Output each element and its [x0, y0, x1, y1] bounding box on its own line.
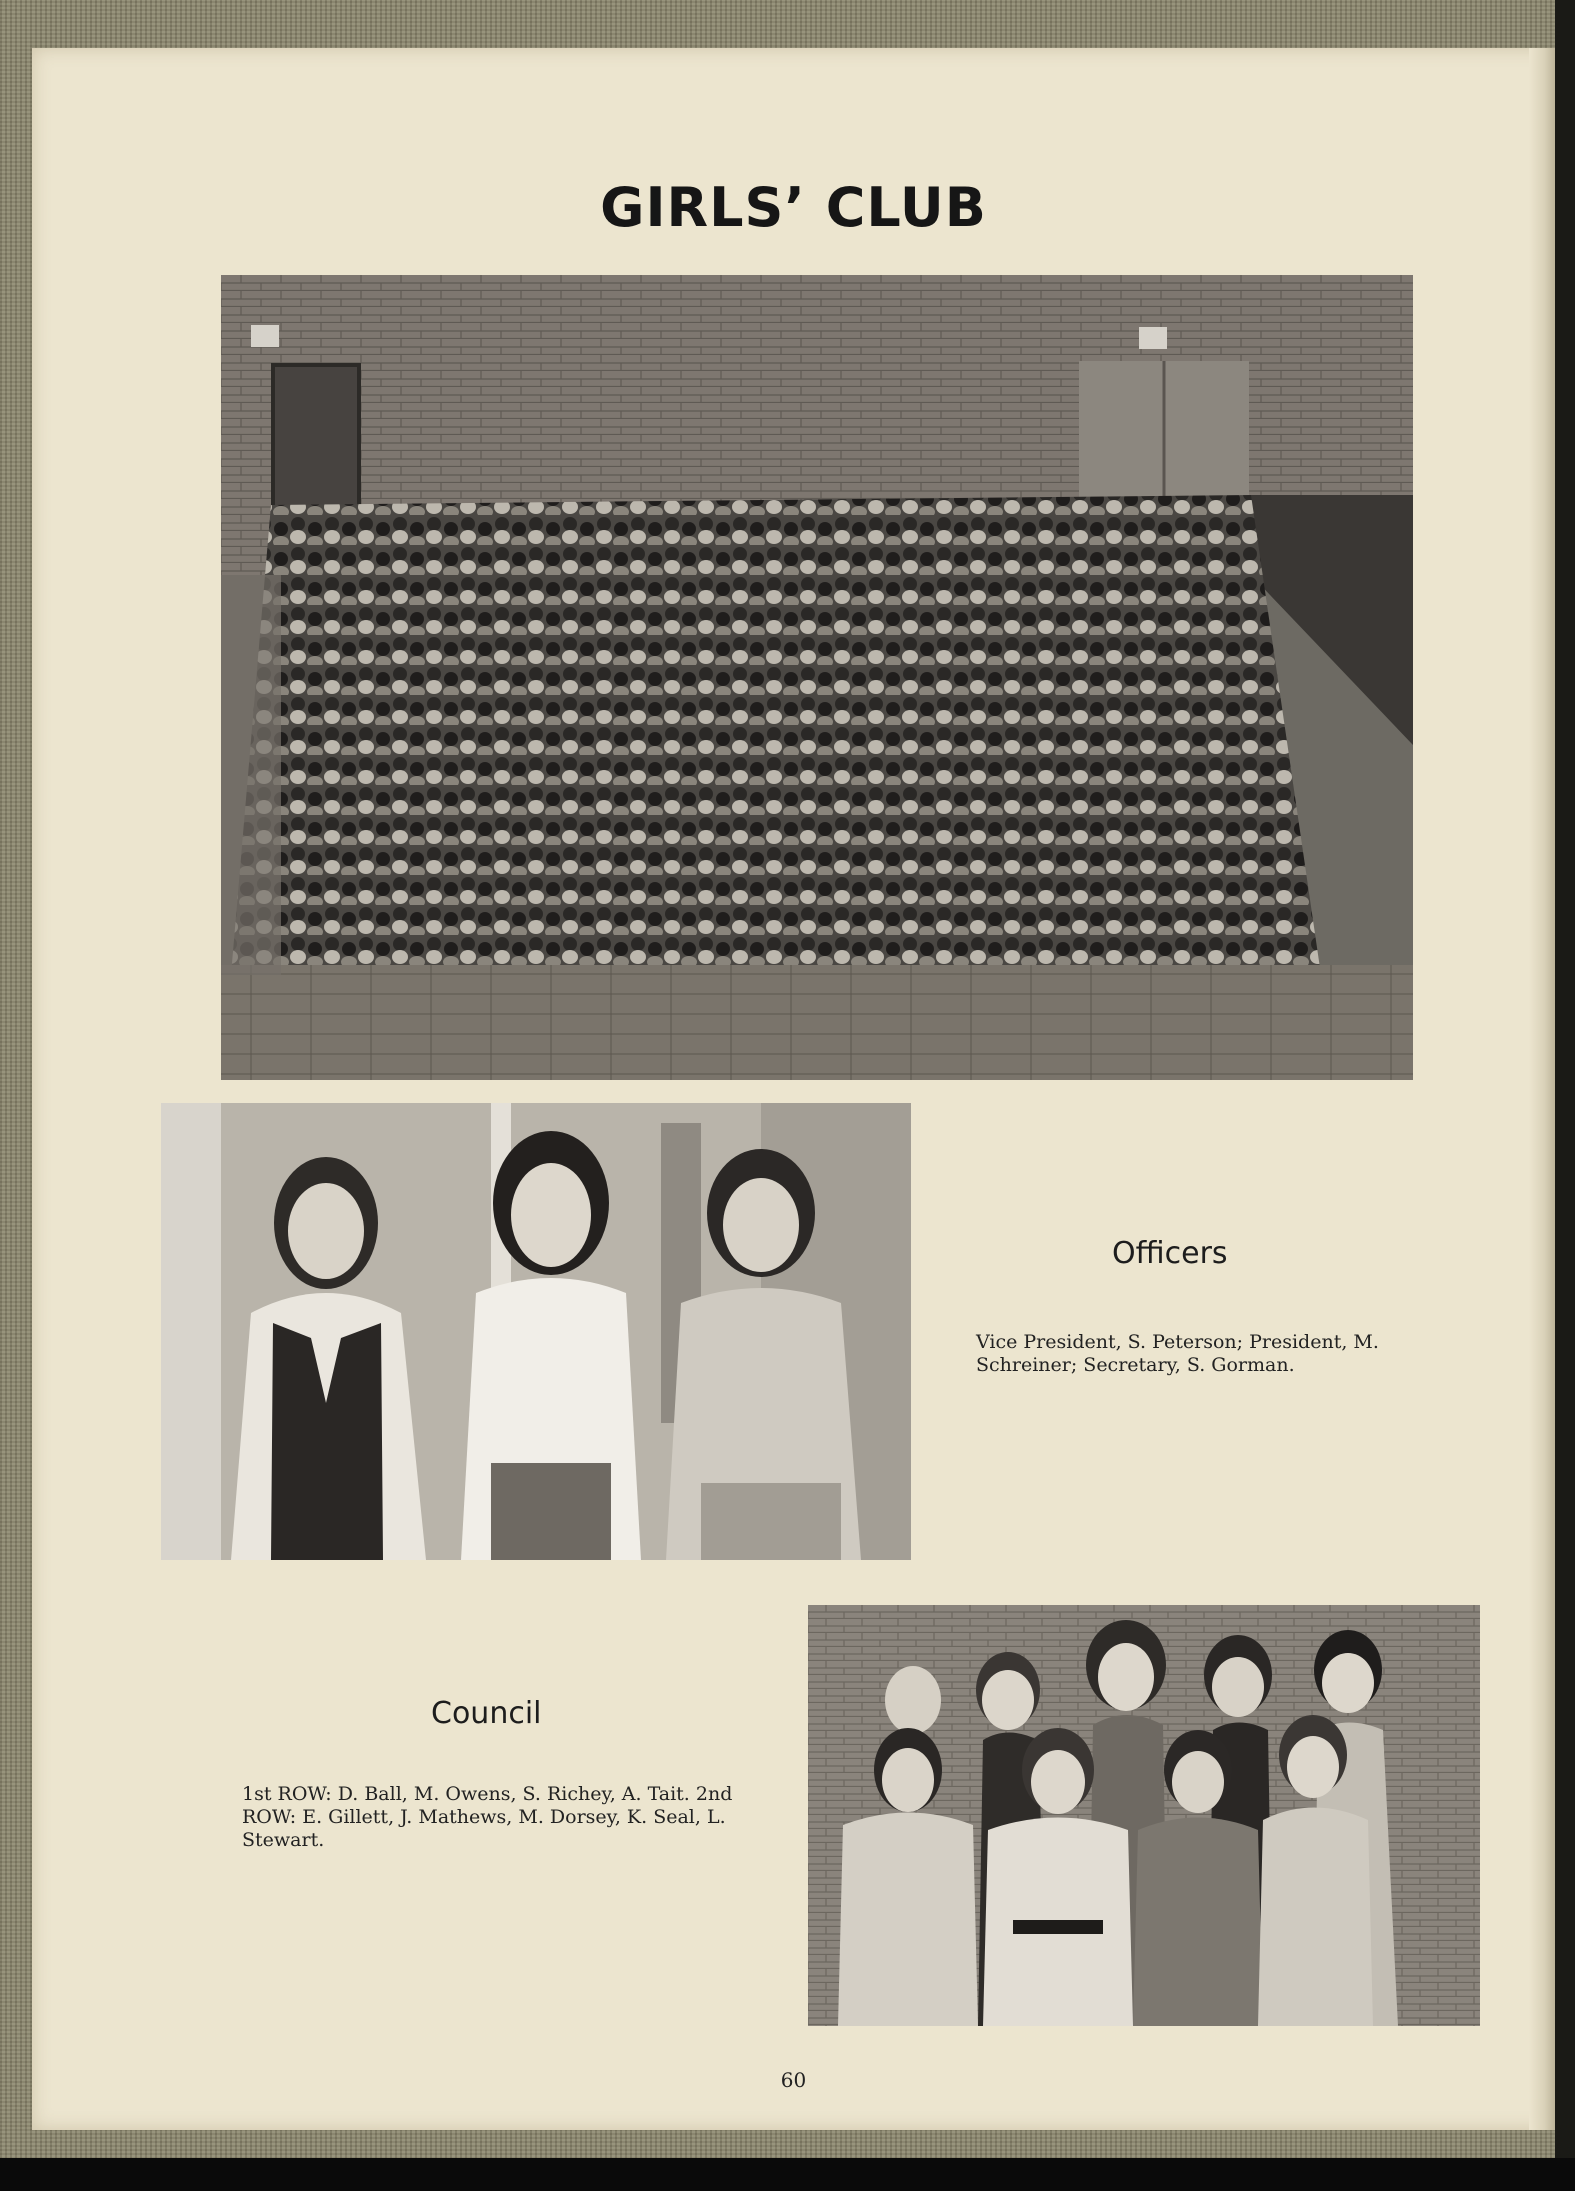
council-photo	[808, 1605, 1480, 2026]
officers-photo	[161, 1103, 911, 1560]
assembly-photo	[221, 275, 1413, 1080]
page-title: GIRLS’ CLUB	[600, 176, 987, 239]
spine-shadow	[1555, 0, 1575, 2191]
officers-caption: Vice President, S. Peterson; President, M. Schreiner; Secretary, S. Gorman.	[976, 1331, 1379, 1376]
page-number: 60	[780, 2068, 807, 2092]
yearbook-page	[32, 48, 1555, 2130]
page-gutter	[1529, 48, 1555, 2130]
council-heading: Council	[431, 1696, 542, 1731]
scan-border	[0, 2158, 1575, 2191]
council-caption: 1st ROW: D. Ball, M. Owens, S. Richey, A. Tait. 2nd ROW: E. Gillett, J. Mathews, M. Dorsey, K. Seal, L. Stewart.	[242, 1783, 733, 1851]
officers-heading: Officers	[1112, 1236, 1228, 1271]
